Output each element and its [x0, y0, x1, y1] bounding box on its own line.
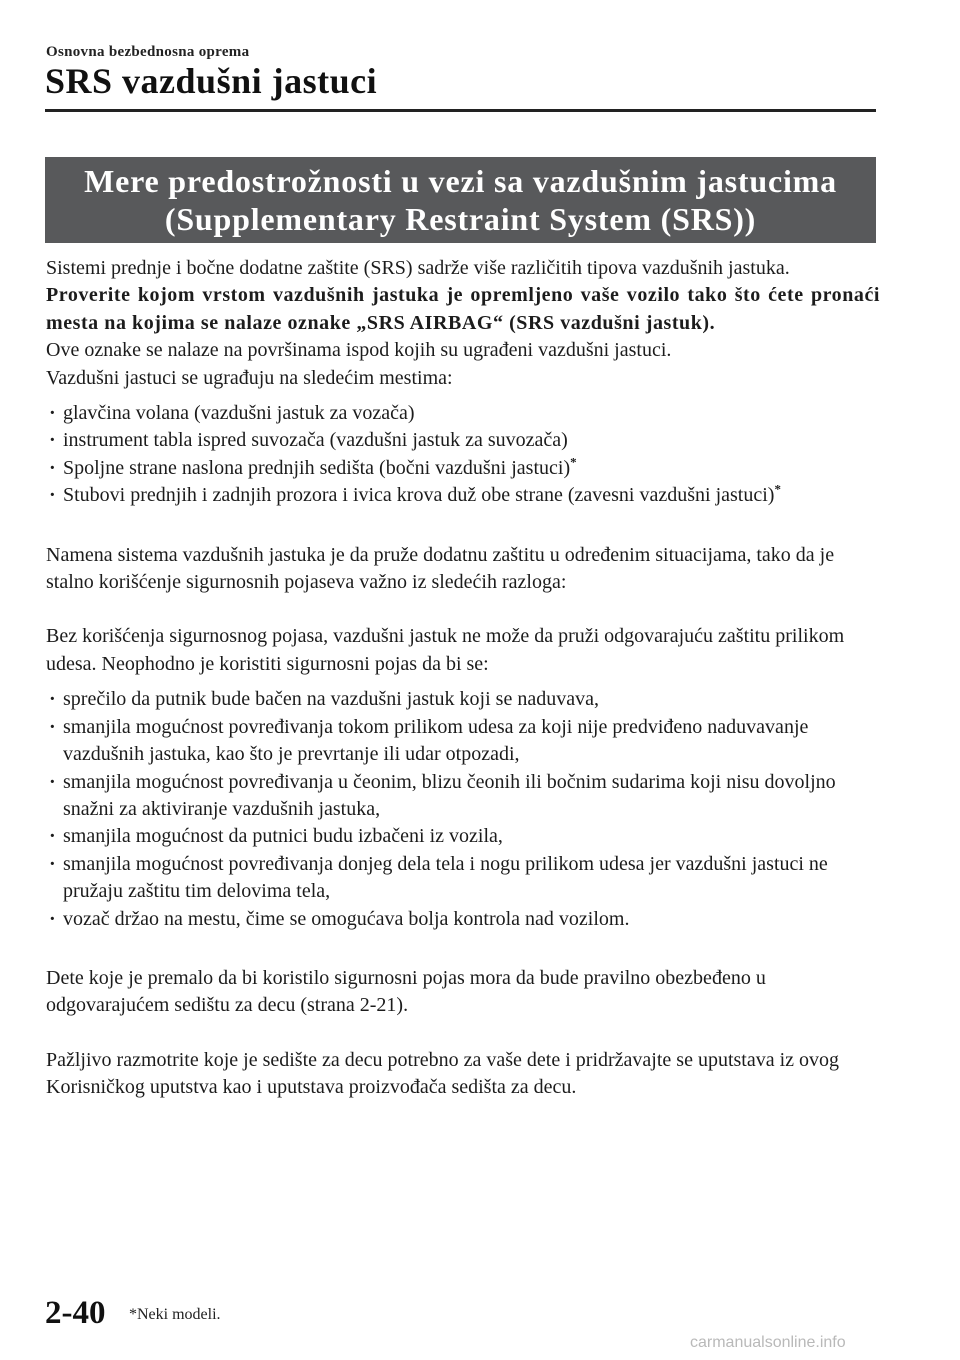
purpose-paragraph: Namena sistema vazdušnih jastuka je da pruže dodatnu zaštitu u određenim situacijama, tako da je stalno korišćenje sigurnosnih pojaseva važno iz sledećih razloga:	[46, 543, 835, 594]
header-divider	[45, 109, 876, 112]
list-item: · smanjila mogućnost da putnici budu izbačeni iz vozila,	[49, 825, 503, 848]
list-item: · Stubovi prednjih i zadnjih prozora i ivica krova duž obe strane (zavesni vazdušni jastuci)*	[49, 481, 781, 507]
intro-paragraph: Sistemi prednje i bočne dodatne zaštite (SRS) sadrže više različitih tipova vazdušnih jastuka.	[46, 257, 790, 279]
list-item: · Spoljne strane naslona prednjih sedišta (bočni vazdušni jastuci)*	[49, 454, 577, 479]
airbag-locations-list	[46, 400, 880, 510]
footnote-marker: *	[774, 481, 781, 497]
child-seat-paragraph: Dete koje je premalo da bi koristilo sigurnosni pojas mora da bude pravilno obezbeđeno u odgovarajućem sedištu za decu (strana 2-21).	[46, 966, 766, 1017]
section-banner	[45, 157, 876, 243]
list-item: · instrument tabla ispred suvozača (vazdušni jastuk za suvozača)	[49, 429, 568, 452]
banner-title-line2: (Supplementary Restraint System (SRS))	[164, 201, 757, 237]
footnote: *Neki modeli.	[129, 1306, 221, 1323]
list-item: · smanjila mogućnost povređivanja u čeonim, blizu čeonih ili bočnim sudarima koji nisu dovoljno snažni za aktiviranje vazdušnih jastuka,	[49, 770, 836, 820]
airbag-label-instruction: Proverite kojom vrstom vazdušnih jastuka je opremljeno vaše vozilo tako što ćete pronaći mesta na kojima se nalaze oznake „SRS AIRBAG“ (SRS vazdušni jastuk).	[46, 284, 880, 334]
page-title: SRS vazdušni jastuci	[45, 61, 378, 101]
main-content	[46, 255, 880, 1102]
footnote-marker: *	[570, 454, 577, 470]
list-item: · vozač držao na mestu, čime se omogućava bolja kontrola nad vozilom.	[49, 907, 630, 930]
child-seat-selection-paragraph: Pažljivo razmotrite koje je sedište za decu potrebno za vaše dete i pridržavajte se uputstava iz ovog Korisničkog uputstva kao i uputstava proizvođača sedišta za decu.	[46, 1048, 840, 1099]
seatbelt-reasons-list	[46, 686, 880, 933]
list-item: · smanjila mogućnost povređivanja donjeg dela tela i nogu prilikom udesa jer vazdušni jastuci ne pružaju zaštitu tim delovima tela,	[49, 852, 828, 903]
section-label: Osnovna bezbednosna oprema	[46, 44, 250, 60]
locations-intro: Vazdušni jastuci se ugrađuju na sledećim mestima:	[46, 366, 453, 389]
list-item: · glavčina volana (vazdušni jastuk za vozača)	[49, 402, 415, 425]
watermark: carmanualsonline.info	[690, 1334, 846, 1351]
seatbelt-paragraph: Bez korišćenja sigurnosnog pojasa, vazdušni jastuk ne može da pruži odgovarajuću zaštitu prilikom udesa. Neophodno je koristiti sigurnosni pojas da bi se:	[46, 625, 845, 675]
list-item: · smanjila mogućnost povređivanja tokom prilikom udesa za koji nije predviđeno naduvavanje vazdušnih jastuka, kao što je prevrtanje ili udar otpozadi,	[49, 715, 809, 766]
page-number: 2-40	[45, 1295, 106, 1331]
label-location-note: Ove oznake se nalaze na površinama ispod kojih su ugrađeni vazdušni jastuci.	[46, 339, 672, 362]
list-item: · sprečilo da putnik bude bačen na vazdušni jastuk koji se naduvava,	[49, 688, 599, 711]
banner-title-line1: Mere predostrožnosti u vezi sa vazdušnim jastucima	[84, 163, 837, 199]
